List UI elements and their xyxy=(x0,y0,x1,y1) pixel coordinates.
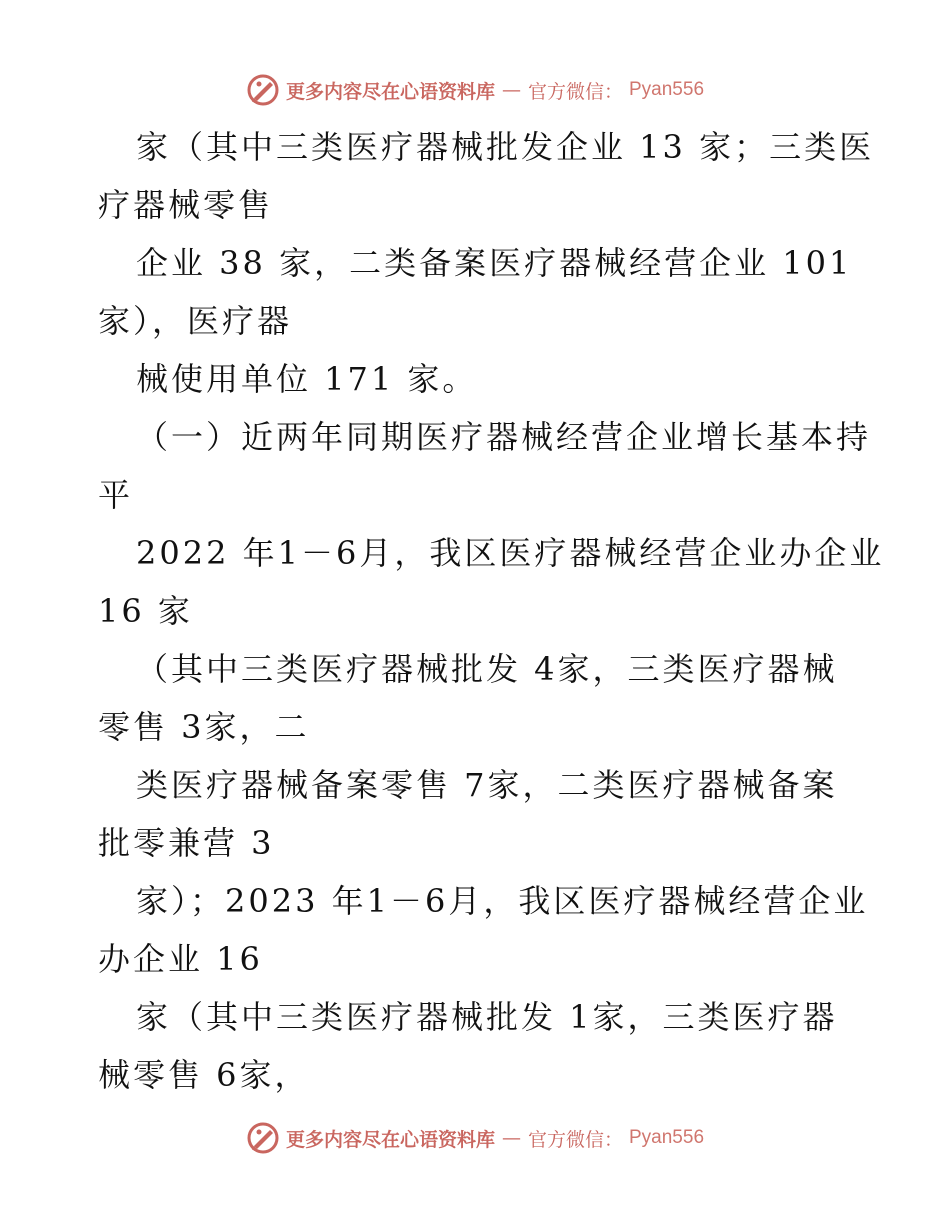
pen-logo-icon xyxy=(246,1121,280,1155)
text-line: 平 xyxy=(98,476,134,514)
text-line: 批零兼营 3 xyxy=(98,824,275,862)
header-site-text: 更多内容尽在心语资料库 xyxy=(285,80,495,103)
header-wechat-label: 官方微信： xyxy=(527,80,623,103)
footer-dash: — xyxy=(501,1127,521,1149)
text-line: 家），医疗器 xyxy=(98,302,293,340)
text-line: （其中三类医疗器械批发 4家，三类医疗器械 xyxy=(136,650,838,688)
footer-site-text: 更多内容尽在心语资料库 xyxy=(285,1128,495,1151)
footer-watermark xyxy=(0,1118,950,1158)
pen-logo-icon xyxy=(246,73,280,107)
text-line: 械使用单位 171 家。 xyxy=(136,360,478,398)
text-line: （一）近两年同期医疗器械经营企业增长基本持 xyxy=(136,418,872,456)
document-body xyxy=(98,118,885,1104)
header-wechat-id: Pyan556 xyxy=(629,79,705,100)
text-line: 企业 38 家，二类备案医疗器械经营企业 101 xyxy=(136,244,853,282)
header-watermark xyxy=(0,70,950,110)
text-line: 2022 年1－6月，我区医疗器械经营企业办企业 xyxy=(136,534,885,572)
footer-wechat-id: Pyan556 xyxy=(629,1127,705,1148)
footer-wechat-label: 官方微信： xyxy=(527,1128,623,1151)
text-line: 疗器械零售 xyxy=(98,186,274,224)
text-line: 家（其中三类医疗器械批发 1家，三类医疗器 xyxy=(136,998,838,1036)
text-line: 类医疗器械备案零售 7家，二类医疗器械备案 xyxy=(136,766,838,804)
text-line: 家）；2023 年1－6月，我区医疗器械经营企业 xyxy=(136,882,869,920)
text-line: 械零售 6家， xyxy=(98,1056,310,1094)
text-line: 办企业 16 xyxy=(98,940,263,978)
text-line: 零售 3家，二 xyxy=(98,708,310,746)
text-line: 16 家 xyxy=(98,592,193,630)
header-dash: — xyxy=(501,79,521,101)
text-line: 家（其中三类医疗器械批发企业 13 家；三类医 xyxy=(136,128,875,166)
